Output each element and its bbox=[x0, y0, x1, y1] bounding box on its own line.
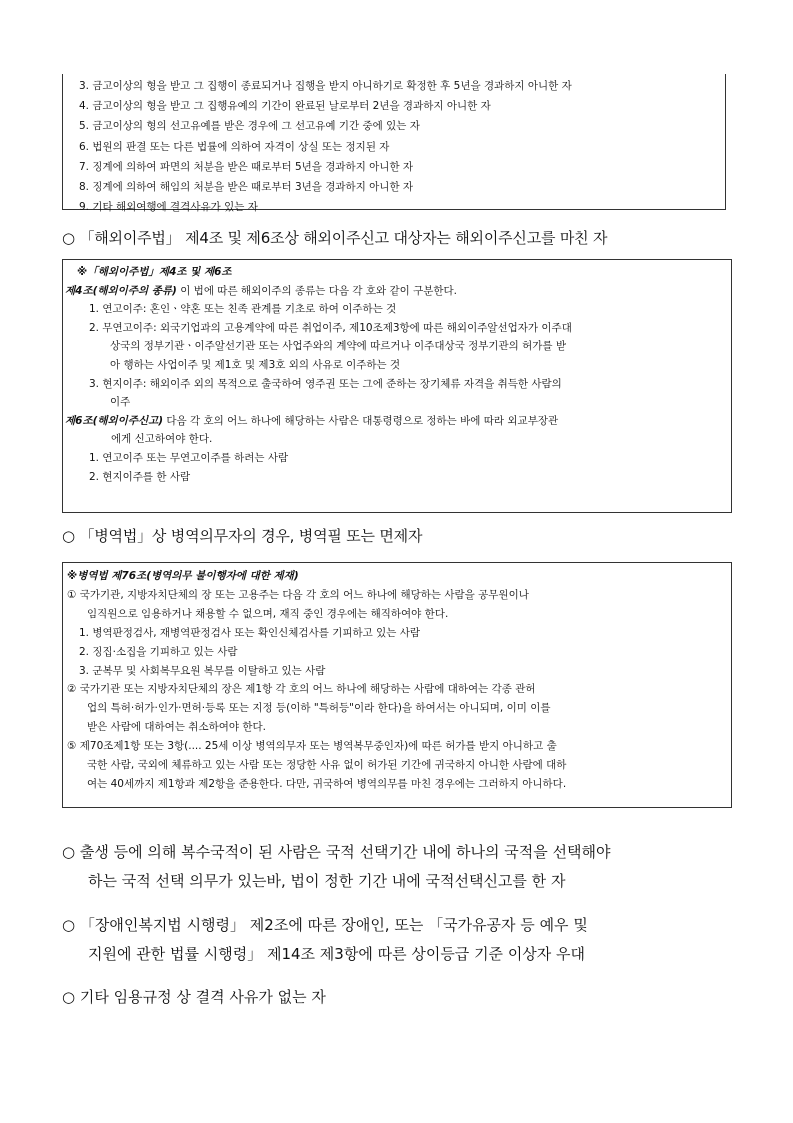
list-item: 1. 병역판정검사, 재병역판정검사 또는 확인신체검사를 기피하고 있는 사람 bbox=[79, 626, 421, 639]
emigration-law-heading: ○ 「해외이주법」 제4조 및 제6조상 해외이주신고 대상자는 해외이주신고를 마친 자 bbox=[62, 229, 608, 247]
paragraph-2-continued: 업의 특허·허가·인가·면허·등록 또는 지정 등(이하 "특허등"이라 한다)을 하여서는 아니되며, 이미 이를 bbox=[87, 702, 551, 715]
list-item: 7. 징계에 의하여 파면의 처분을 받은 때로부터 5년을 경과하지 아니한 자 bbox=[79, 160, 414, 173]
article-6 bbox=[65, 412, 731, 431]
list-item: 4. 금고이상의 형을 받고 그 집행유예의 기간이 완료된 날로부터 2년을 경과하지 아니한 자 bbox=[79, 100, 491, 113]
list-item: 3. 금고이상의 형을 받고 그 집행이 종료되거나 집행을 받지 아니하기로 확정한 후 5년을 경과하지 아니한 자 bbox=[79, 80, 572, 92]
list-item: 5. 금고이상의 형의 선고유예를 받은 경우에 그 선고유예 기간 중에 있는 자 bbox=[79, 120, 420, 133]
emigration-law-box bbox=[62, 259, 732, 513]
paragraph-5-continued: 여는 40세까지 제1항과 제2항을 준용한다. 다만, 귀국하여 병역의무를 마친 경우에는 그러하지 아니하다. bbox=[87, 777, 567, 790]
paragraph-1-continued: 임직원으로 임용하거나 채용할 수 없으며, 재직 중인 경우에는 해직하여야 한다. bbox=[87, 607, 449, 620]
paragraph-line: ○ 「장애인복지법 시행령」 제2조에 따른 장애인, 또는 「국가유공자 등 예우 및 bbox=[62, 916, 588, 934]
other-requirements-paragraph bbox=[62, 984, 742, 1010]
article-4-body: 이 법에 따른 해외이주의 종류는 다음 각 호와 같이 구분한다. bbox=[176, 284, 458, 297]
list-item: 3. 군복무 및 사회복무요원 복무를 이탈하고 있는 사람 bbox=[79, 664, 326, 677]
article-6-heading: 제6조(해외이주신고) bbox=[65, 414, 164, 427]
list-item-continued: 상국의 정부기관ㆍ이주알선기관 또는 사업주와의 계약에 따르거나 이주대상국 정부기관의 허가를 받 bbox=[110, 340, 567, 353]
list-item-continued: 아 행하는 사업이주 및 제1호 및 제3호 외의 사유로 이주하는 것 bbox=[110, 358, 401, 371]
article-6-body: 다음 각 호의 어느 하나에 해당하는 사람은 대통령령으로 정하는 바에 따라 외교부장관 bbox=[163, 414, 559, 427]
list-item: 8. 징계에 의하여 해임의 처분을 받은 때로부터 3년을 경과하지 아니한 자 bbox=[79, 181, 414, 194]
box-title: ※병역법 제76조(병역의무 불이행자에 대한 제재) bbox=[67, 570, 299, 582]
list-item: 2. 현지이주를 한 사람 bbox=[89, 470, 191, 483]
military-law-box bbox=[62, 562, 732, 808]
list-item: 2. 징집·소집을 기피하고 있는 사람 bbox=[79, 645, 238, 658]
paragraph-line: ○ 출생 등에 의해 복수국적이 된 사람은 국적 선택기간 내에 하나의 국적을 선택해야 bbox=[62, 843, 611, 861]
list-item: 6. 법원의 판결 또는 다른 법률에 의하여 자격이 상실 또는 정지된 자 bbox=[79, 140, 390, 153]
box-title: ※「해외이주법」제4조 및 제6조 bbox=[77, 266, 232, 278]
disqualification-list-box bbox=[62, 74, 726, 214]
list-item: 1. 연고이주: 혼인ㆍ약혼 또는 친족 관계를 기초로 하여 이주하는 것 bbox=[89, 303, 397, 316]
list-item: 3. 현지이주: 해외이주 외의 목적으로 출국하여 영주권 또는 그에 준하는 장기체류 자격을 취득한 사람의 bbox=[89, 377, 562, 390]
list-item: 1. 연고이주 또는 무연고이주를 하려는 사람 bbox=[89, 451, 289, 464]
paragraph-5-continued: 국한 사람, 국외에 체류하고 있는 사람 또는 정당한 사유 없이 허가된 기간에 귀국하지 아니한 사람에 대하 bbox=[87, 759, 567, 772]
military-law-heading: ○ 「병역법」상 병역의무자의 경우, 병역필 또는 면제자 bbox=[62, 527, 423, 545]
paragraph-1: ① 국가기관, 지방자치단체의 장 또는 고용주는 다음 각 호의 어느 하나에 해당하는 사람을 공무원이나 bbox=[67, 588, 529, 601]
paragraph-line: 하는 국적 선택 의무가 있는바, 법이 정한 기간 내에 국적선택신고를 한 자 bbox=[88, 872, 566, 890]
disability-preference-paragraph bbox=[62, 911, 742, 969]
article-4 bbox=[65, 282, 731, 301]
article-6-body-continued: 에게 신고하여야 한다. bbox=[111, 433, 213, 446]
list-item: 9. 기타 해외여행에 결격사유가 있는 자 bbox=[79, 201, 258, 214]
list-item: 2. 무연고이주: 외국기업과의 고용계약에 따른 취업이주, 제10조제3항에 따른 해외이주알선업자가 이주대 bbox=[89, 321, 572, 334]
paragraph-line: 지원에 관한 법률 시행령」 제14조 제3항에 따른 상이등급 기준 이상자 우대 bbox=[88, 945, 586, 963]
list-item-continued: 이주 bbox=[110, 396, 131, 409]
dual-nationality-paragraph bbox=[62, 838, 742, 896]
paragraph-2: ② 국가기관 또는 지방자치단체의 장은 제1항 각 호의 어느 하나에 해당하는 사람에 대하여는 각종 관허 bbox=[67, 683, 536, 696]
article-4-heading: 제4조(해외이주의 종류) bbox=[65, 284, 177, 297]
paragraph-5: ⑤ 제70조제1항 또는 3항(.... 25세 이상 병역의무자 또는 병역복무중인자)에 따른 허가를 받지 아니하고 출 bbox=[67, 740, 557, 753]
paragraph-line: ○ 기타 임용규정 상 결격 사유가 없는 자 bbox=[62, 988, 326, 1006]
paragraph-2-continued: 받은 사람에 대하여는 취소하여야 한다. bbox=[87, 721, 266, 734]
